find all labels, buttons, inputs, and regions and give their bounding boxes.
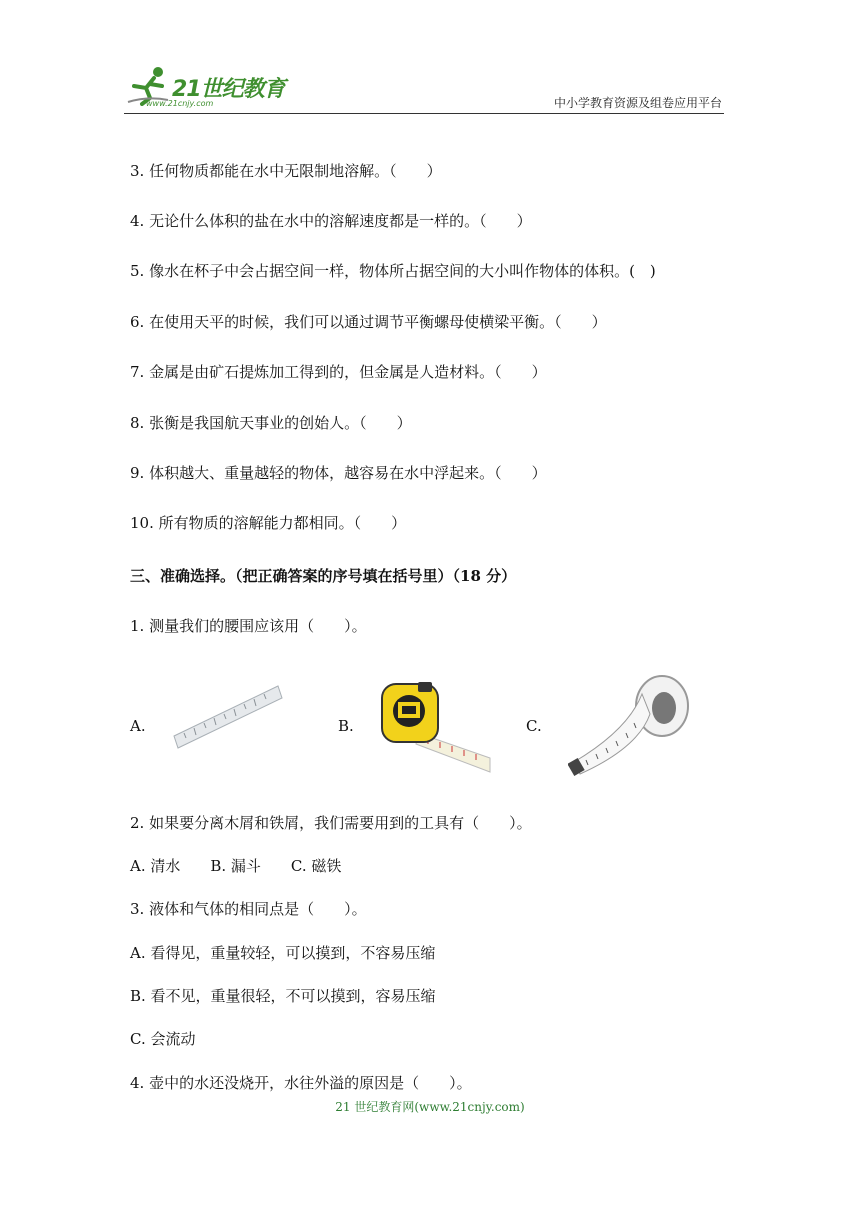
- soft-tape-measure-image: [568, 670, 694, 778]
- page-footer: 21 世纪教育网(www.21cnjy.com): [335, 1100, 525, 1114]
- tf-question-3: 3. 任何物质都能在水中无限制地溶解。（ ）: [130, 162, 442, 180]
- header-slogan: 中小学教育资源及组卷应用平台: [553, 96, 722, 110]
- tf-question-6: 6. 在使用天平的时候，我们可以通过调节平衡螺母使横梁平衡。（ ）: [130, 313, 607, 331]
- tape-measure-image: [378, 678, 496, 776]
- ruler-image: [170, 680, 285, 750]
- tf-question-9: 9. 体积越大、重量越轻的物体，越容易在水中浮起来。（ ）: [130, 464, 547, 482]
- tf-question-4: 4. 无论什么体积的盐在水中的溶解速度都是一样的。（ ）: [130, 212, 532, 230]
- choice-question-4: 4. 壶中的水还没烧开，水往外溢的原因是（ ）。: [130, 1074, 472, 1092]
- header-divider: [124, 113, 724, 114]
- choice-question-1: 1. 测量我们的腰围应该用（ ）。: [130, 617, 367, 635]
- choice-question-2: 2. 如果要分离木屑和铁屑，我们需要用到的工具有（ ）。: [130, 814, 532, 832]
- logo-text: 21世纪教育: [172, 77, 285, 102]
- choice-question-3-option-a: A. 看得见，重量较轻，可以摸到，不容易压缩: [130, 944, 436, 962]
- choice-question-3-option-b: B. 看不见，重量很轻，不可以摸到，容易压缩: [130, 987, 436, 1005]
- site-logo[interactable]: [124, 66, 294, 112]
- page-header: [124, 66, 724, 116]
- tf-question-8: 8. 张衡是我国航天事业的创始人。（ ）: [130, 414, 412, 432]
- section-3-title: 三、准确选择。（把正确答案的序号填在括号里）（18 分）: [130, 567, 517, 585]
- tf-question-5: 5. 像水在杯子中会占据空间一样，物体所占据空间的大小叫作物体的体积。( ): [130, 262, 656, 280]
- choice-question-3: 3. 液体和气体的相同点是（ ）。: [130, 900, 367, 918]
- option-b-label: B.: [338, 717, 354, 735]
- option-c-label: C.: [526, 717, 542, 735]
- choice-question-2-options: A. 清水 B. 漏斗 C. 磁铁: [130, 857, 342, 875]
- tf-question-10: 10. 所有物质的溶解能力都相同。（ ）: [130, 514, 407, 532]
- logo-url: www.21cnjy.com: [146, 99, 214, 108]
- choice-question-3-option-c: C. 会流动: [130, 1030, 196, 1048]
- option-a-label: A.: [130, 717, 146, 735]
- tf-question-7: 7. 金属是由矿石提炼加工得到的，但金属是人造材料。（ ）: [130, 363, 547, 381]
